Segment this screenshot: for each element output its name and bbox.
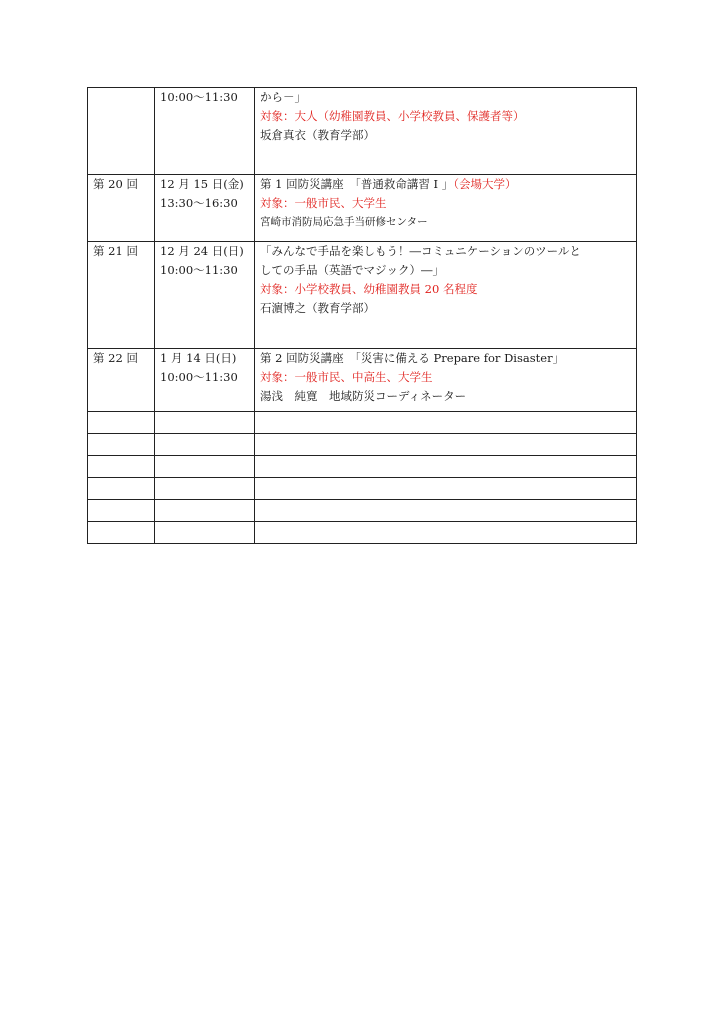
lecturer-text: 宮崎市消防局応急手当研修センター <box>260 216 428 228</box>
session-date: 12 月 15 日(金) <box>160 177 244 191</box>
empty-cell <box>255 522 637 544</box>
empty-table-row <box>88 522 637 544</box>
session-number-cell <box>88 349 155 412</box>
session-number: 第 21 回 <box>93 244 138 258</box>
content-line <box>260 175 636 194</box>
empty-table-row <box>88 500 637 522</box>
empty-cell <box>255 500 637 522</box>
session-number: 第 22 回 <box>93 351 138 365</box>
content-line <box>260 368 636 387</box>
content-text: 第 1 回防災講座 「普通救命講習 I 」 <box>260 177 454 191</box>
content-line <box>260 126 636 145</box>
content-line <box>260 242 636 261</box>
empty-table-row <box>88 434 637 456</box>
empty-cell <box>155 500 255 522</box>
empty-table-row <box>88 412 637 434</box>
content-cell <box>255 349 637 412</box>
content-line <box>260 194 636 213</box>
content-line <box>260 299 636 318</box>
table-row <box>88 175 637 242</box>
empty-cell <box>155 522 255 544</box>
empty-cell <box>88 500 155 522</box>
target-audience-text: 対象：一般市民、大学生 <box>260 196 387 210</box>
venue-text: （会場大学） <box>453 177 517 191</box>
empty-cell <box>88 434 155 456</box>
content-cell <box>255 242 637 349</box>
content-line <box>260 107 636 126</box>
empty-cell <box>155 434 255 456</box>
empty-cell <box>255 456 637 478</box>
empty-cell <box>255 412 637 434</box>
content-text: しての手品（英語でマジック）―」 <box>260 263 444 277</box>
table-row <box>88 242 637 349</box>
empty-cell <box>155 412 255 434</box>
lecturer-text: 坂倉真衣（教育学部） <box>260 128 375 142</box>
lecturer-text: 湯浅 純寛 地域防災コーディネーター <box>260 389 467 403</box>
content-text: から－」 <box>260 90 306 104</box>
content-cell <box>255 175 637 242</box>
content-text: 第 2 回防災講座 「災害に備える Prepare for Disaster」 <box>260 351 565 365</box>
empty-cell <box>255 478 637 500</box>
empty-cell <box>255 434 637 456</box>
empty-cell <box>88 412 155 434</box>
empty-table-row <box>88 456 637 478</box>
schedule-table <box>87 87 637 544</box>
table-row <box>88 349 637 412</box>
empty-cell <box>88 522 155 544</box>
session-number-cell <box>88 175 155 242</box>
content-line <box>260 213 636 232</box>
content-line <box>260 387 636 406</box>
date-time-cell <box>155 242 255 349</box>
content-line <box>260 280 636 299</box>
table-row <box>88 88 637 175</box>
target-audience-text: 対象：大人（幼稚園教員、小学校教員、保護者等） <box>260 109 525 123</box>
content-line <box>260 261 636 280</box>
empty-cell <box>88 456 155 478</box>
date-time-cell <box>155 349 255 412</box>
content-line <box>260 349 636 368</box>
session-time: 10:00～11:30 <box>160 263 238 277</box>
empty-cell <box>88 478 155 500</box>
session-time: 10:00～11:30 <box>160 370 238 384</box>
empty-table-row <box>88 478 637 500</box>
date-time-cell <box>155 175 255 242</box>
empty-cell <box>155 456 255 478</box>
content-line <box>260 88 636 107</box>
session-time: 13:30～16:30 <box>160 196 238 210</box>
session-number: 第 20 回 <box>93 177 138 191</box>
date-time-cell <box>155 88 255 175</box>
content-cell <box>255 88 637 175</box>
session-number-cell <box>88 242 155 349</box>
session-number-cell <box>88 88 155 175</box>
session-date: 12 月 24 日(日) <box>160 244 244 258</box>
session-date: 1 月 14 日(日) <box>160 351 237 365</box>
schedule-table-body <box>88 88 637 544</box>
session-time: 10:00～11:30 <box>160 90 238 104</box>
target-audience-text: 対象：一般市民、中高生、大学生 <box>260 370 433 384</box>
empty-cell <box>155 478 255 500</box>
content-text: 「みんなで手品を楽しもう！―コミュニケーションのツールと <box>260 244 581 258</box>
lecturer-text: 石濵博之（教育学部） <box>260 301 375 315</box>
target-audience-text: 対象：小学校教員、幼稚園教員 20 名程度 <box>260 282 478 296</box>
